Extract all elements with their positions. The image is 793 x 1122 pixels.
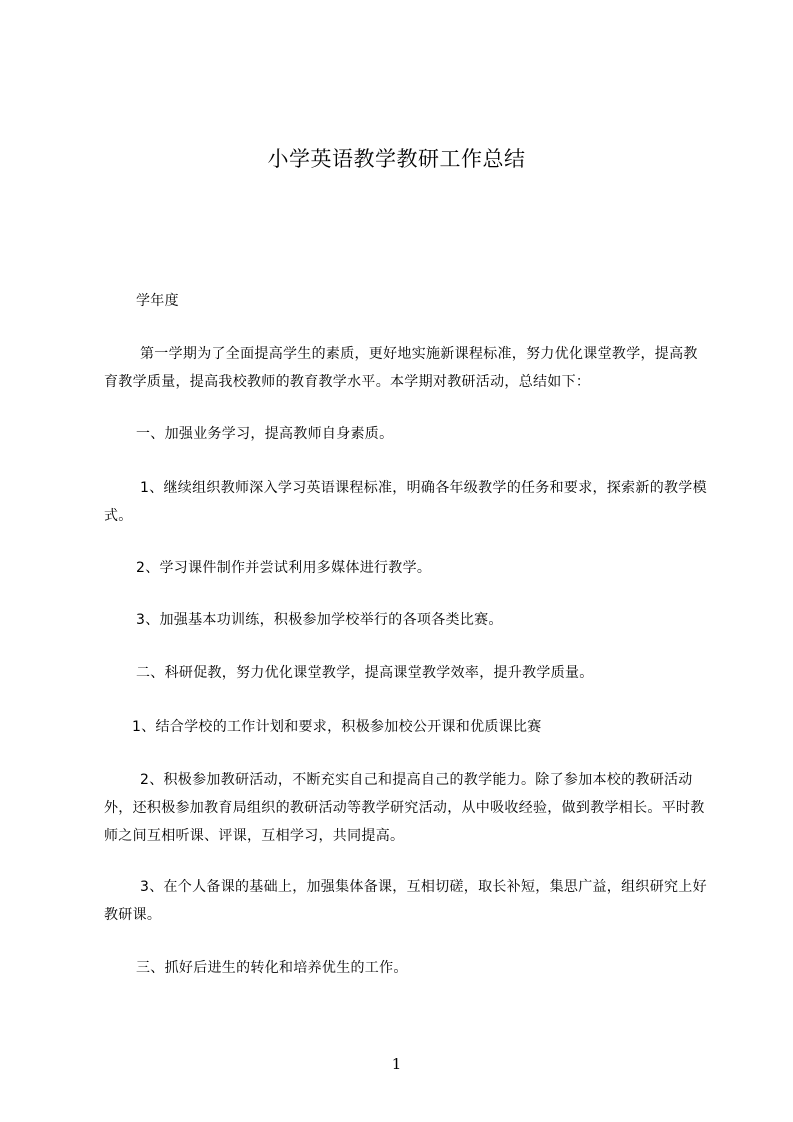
section1-heading: 一、加强业务学习，提高教师自身素质。 — [136, 426, 394, 442]
section3-heading: 三、抓好后进生的转化和培养优生的工作。 — [136, 960, 408, 976]
section1-item-1: 1、继续组织教师深入学习英语课程标准，明确各年级教学的任务和要求，探索新的教学模式。 — [104, 480, 707, 524]
section2-item-3: 3、在个人备课的基础上，加强集体备课，互相切磋，取长补短，集思广益，组织研究上好教研课。 — [104, 879, 707, 923]
section2-item-2: 2、积极参加教研活动，不断充实自己和提高自己的教学能力。除了参加本校的教研活动外，还积极参加教育局组织的教研活动等教学研究活动，从中吸收经验，做到教学相长。平时教师之间互相听课、评课，互相学习，共同提高。 — [104, 772, 705, 844]
section1-item-3: 3、加强基本功训练，积极参加学校举行的各项各类比赛。 — [136, 612, 503, 628]
section1-item-2: 2、学习课件制作并尝试利用多媒体进行教学。 — [136, 560, 432, 576]
school-year-line: 学年度 — [136, 293, 179, 309]
page-number: 1 — [391, 1055, 402, 1073]
intro-paragraph: 第一学期为了全面提高学生的素质，更好地实施新课程标准，努力优化课堂教学，提高教育教学质量，提高我校教师的教育教学水平。本学期对教研活动，总结如下： — [104, 346, 698, 390]
section2-item-1: 1、结合学校的工作计划和要求，积极参加校公开课和优质课比赛 — [132, 719, 542, 735]
document-title: 小学英语教学教研工作总结 — [267, 147, 526, 171]
section2-heading: 二、科研促教，努力优化课堂教学，提高课堂教学效率，提升教学质量。 — [136, 665, 594, 681]
